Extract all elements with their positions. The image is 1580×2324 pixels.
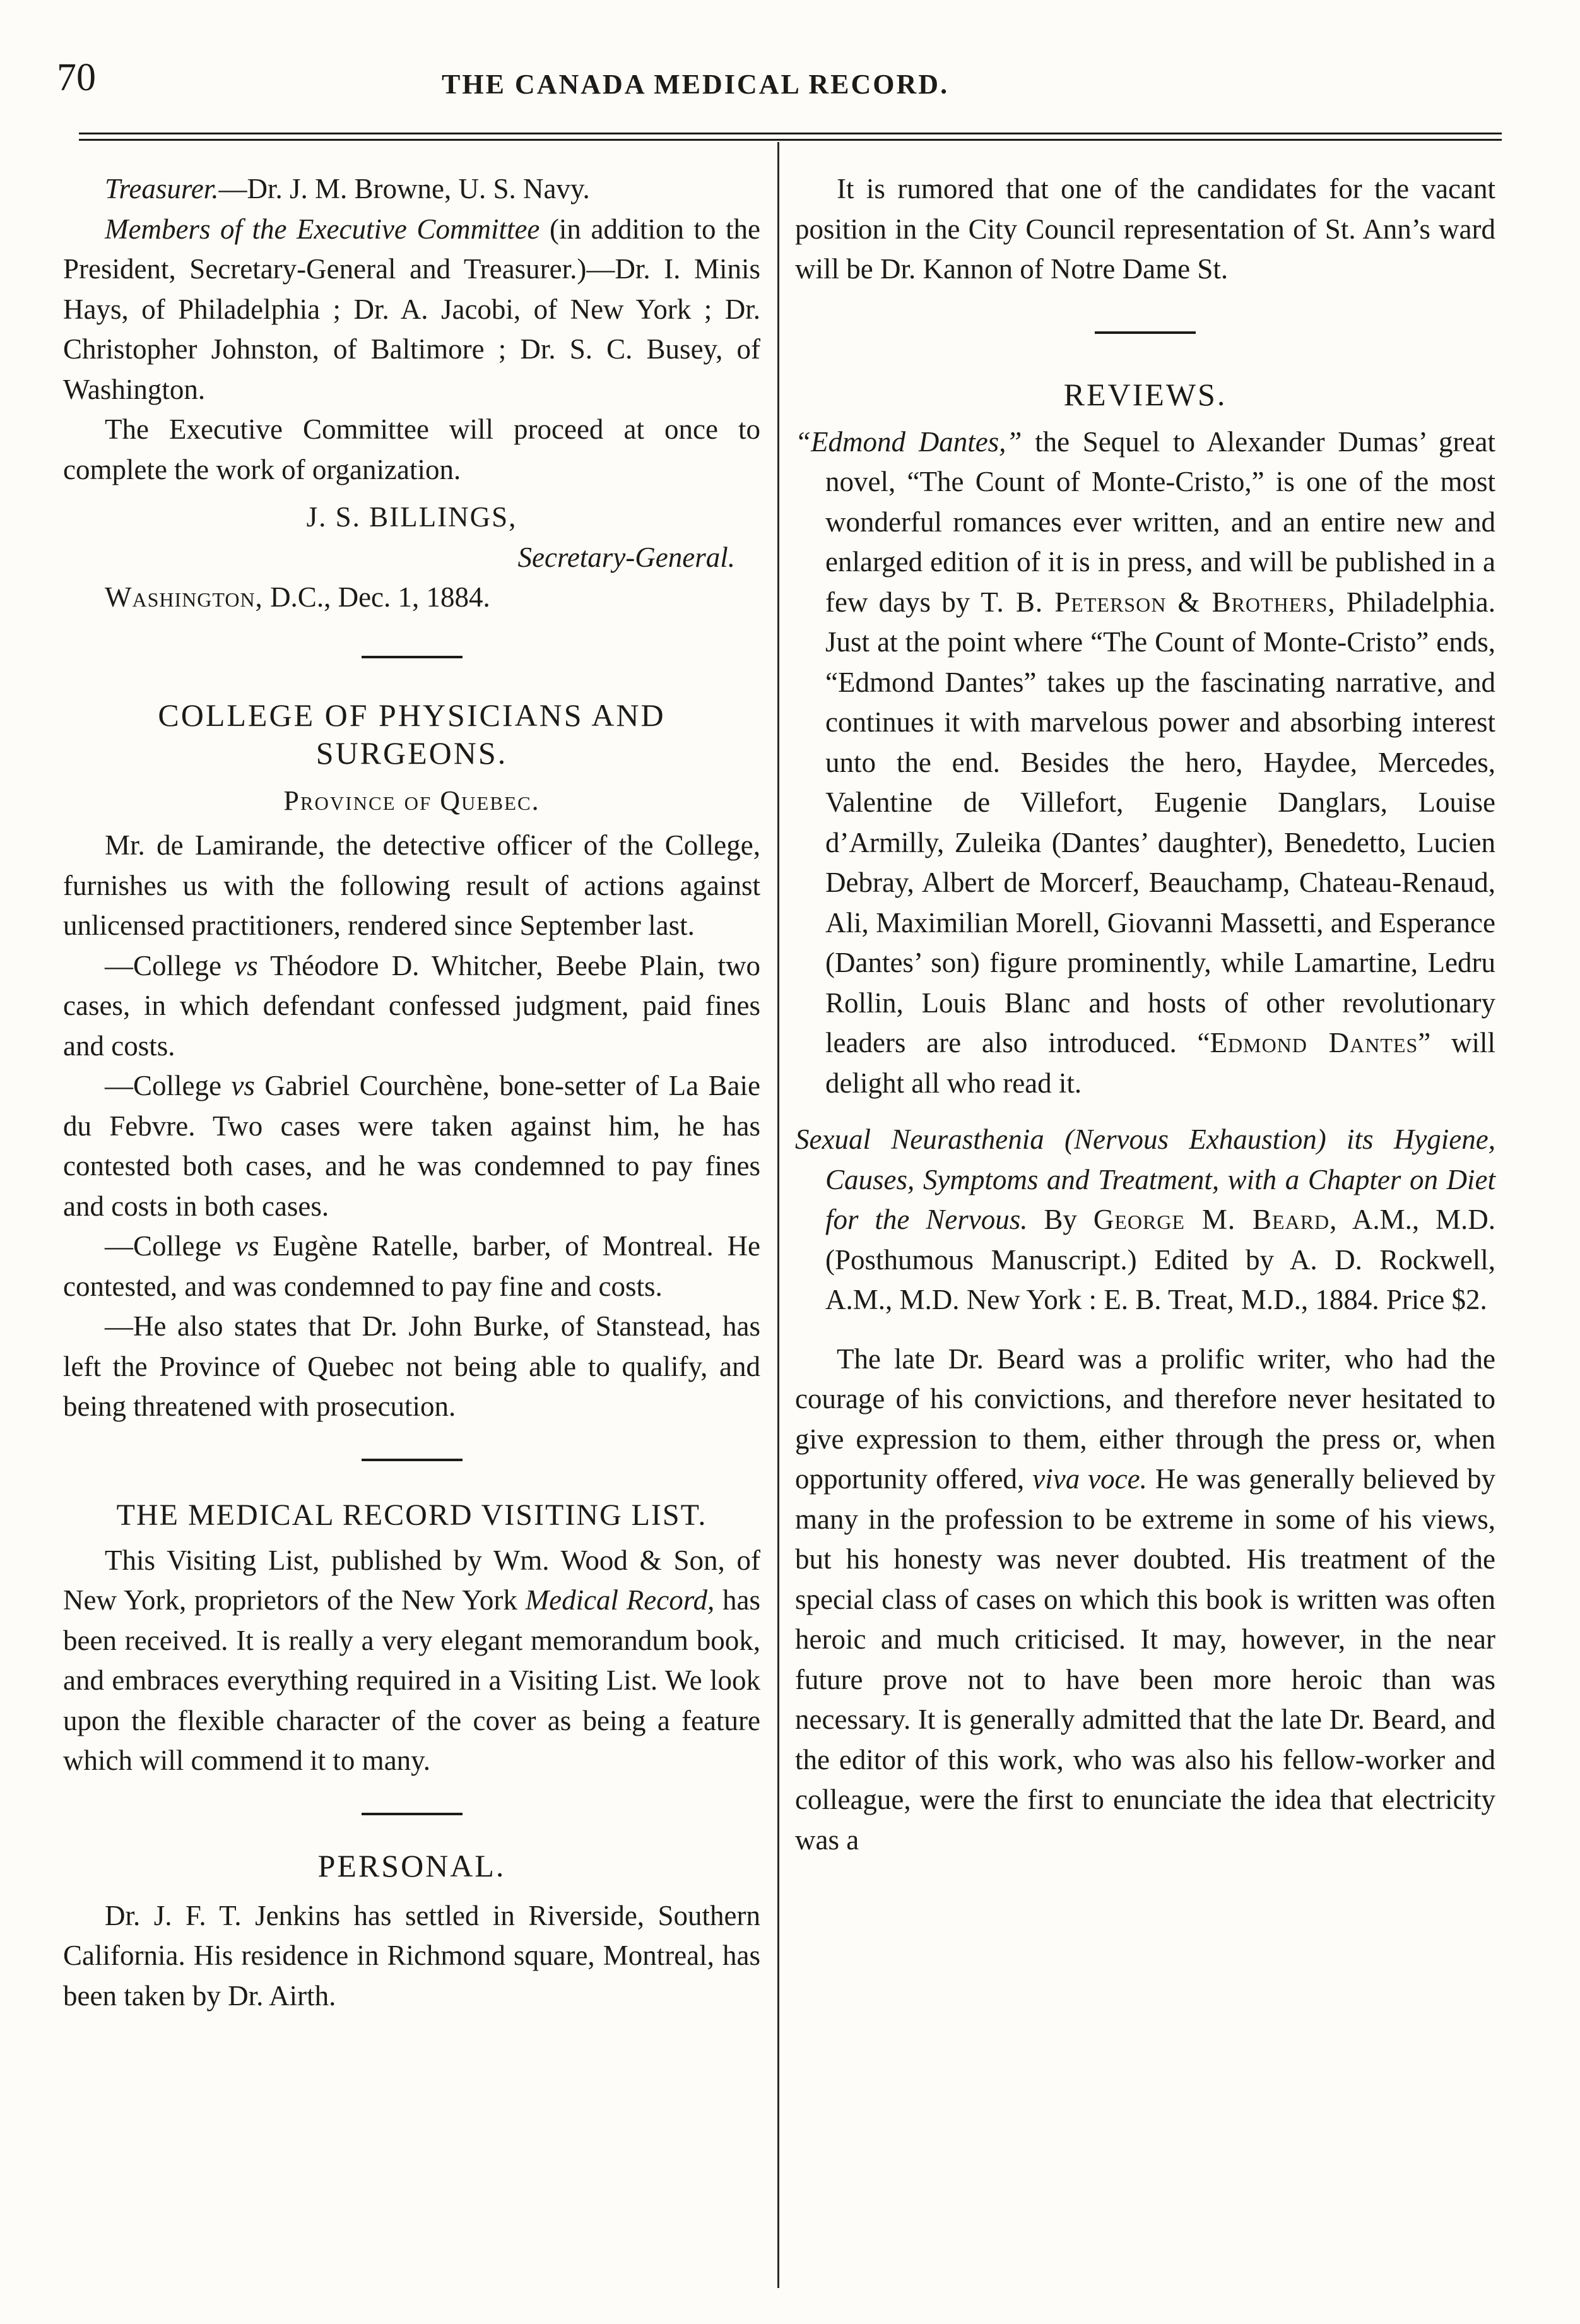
visiting-list-paragraph — [63, 1541, 760, 1781]
section-separator — [1095, 331, 1196, 334]
beard-text-b: He was generally believed by many in the profession to be extreme in some of his views, but his honesty was never doubted. His treatment of the special class of cases on which this book is written was often heroic and much criticised. It may, however, in the near future prove not to have been more heroic than was necessary. It is generally admitted that the late Dr. Beard, and the editor of this work, who was also his fellow-worker and colleague, were the first to enunciate the idea that electricity was a — [795, 1463, 1495, 1856]
beard-viva-voce: viva voce. — [1032, 1463, 1147, 1495]
case-vs: vs — [235, 1230, 259, 1262]
case-text: Théodore D. Whitcher, Beebe Plain, two cases, in which defendant confessed judgment, paid fines and costs. — [63, 949, 760, 1062]
college-subheading: Province of Quebec. — [283, 785, 540, 816]
dateline-date: D.C., Dec. 1, 1884. — [262, 581, 490, 613]
running-title: THE CANADA MEDICAL RECORD. — [442, 69, 950, 100]
review-edmond-dantes — [795, 422, 1495, 1104]
personal-heading: PERSONAL. — [317, 1847, 506, 1883]
case-prefix: —College — [105, 1230, 235, 1262]
section-separator — [362, 1459, 463, 1461]
review-title: “Edmond Dantes,” — [795, 425, 1022, 458]
personal-paragraph: Dr. J. F. T. Jenkins has settled in Riverside, Southern California. His residence in Richmond square, Montreal, has been taken by Dr. Airth. — [63, 1899, 760, 2012]
case-text: Gabriel Courchène, bone-setter of La Baie du Febvre. Two cases were taken against him, he has contested both cases, and he was condemned to pay fines and costs in both cases. — [63, 1070, 761, 1222]
section-separator — [362, 1813, 463, 1815]
review-sexual-neurasthenia — [795, 1120, 1495, 1320]
college-paragraph-intro: Mr. de Lamirande, the detective officer of the College, furnishes us with the following result of actions against unlicensed practitioners, rendered since September last. — [63, 829, 760, 941]
right-column — [795, 169, 1495, 1860]
review-text-a: the Sequel to Alexander Dumas’ great novel, “The Count of Monte-Cristo,” is one of the most wonderful romances ever written, and an entire new and enlarged edition of it is in press, and will be published in a few days by — [825, 425, 1495, 618]
signature-title-text: Secretary-General. — [517, 541, 735, 573]
members-text: (in addition to the President, Secretary-General and Treasurer.)—Dr. I. Minis Hays, of Philadelphia ; Dr. A. Jacobi, of New York ; Dr. Christopher Johnston, of Baltimore ; Dr. S. C. Busey, of Washington. — [63, 213, 760, 405]
page-number: 70 — [57, 56, 96, 99]
signature-title — [63, 538, 760, 578]
visiting-text-a: This Visiting List, published by Wm. Wood & Son, of New York, proprietors of the New York — [63, 1544, 760, 1616]
case-prefix: —College — [105, 1070, 232, 1101]
signature-name: J. S. BILLINGS, — [306, 501, 517, 533]
beard-paragraph — [795, 1339, 1495, 1861]
case-vs: vs — [234, 949, 258, 981]
review-author: George M. Beard, — [1093, 1204, 1338, 1235]
section-separator — [362, 656, 463, 658]
review-publication-info: A.M., M.D. (Posthumous Manuscript.) Edited by A. D. Rockwell, A.M., M.D. New York : E. B. Treat, M.D., 1884. Price $2. — [825, 1204, 1495, 1315]
treasurer-paragraph — [63, 169, 760, 210]
review-text-c: ” will delight all who read it. — [825, 1027, 1495, 1099]
dateline-place: Washington, — [105, 581, 263, 613]
college-case-whitcher — [63, 946, 760, 1067]
beard-text-a: The late Dr. Beard was a prolific writer, who had the courage of his convictions, and therefore never hesitated to give expression to them, either through the press or, when opportunity offered, — [795, 1343, 1495, 1495]
case-prefix: —College — [105, 949, 235, 981]
college-case-courchene — [63, 1066, 760, 1226]
case-vs: vs — [231, 1070, 255, 1101]
college-heading: COLLEGE OF PHYSICIANS AND SURGEONS. — [158, 697, 666, 771]
visiting-journal-title: Medical Record, — [525, 1584, 715, 1616]
college-case-ratelle — [63, 1226, 760, 1307]
members-label: Members of the Executive Committee — [105, 213, 540, 245]
visiting-text-b: has been received. It is really a very elegant memorandum book, and embraces everything required in a Visiting List. We look upon the flexible character of the cover as being a feature which will commend it to many. — [63, 1584, 760, 1776]
column-divider — [777, 142, 779, 2288]
treasurer-label: Treasurer. — [105, 173, 219, 205]
review-book-title: Sexual Neurasthenia (Nervous Exhaustion) its Hygiene, Causes, Symptoms and Treatment, with a Chapter on Diet for the Nervous. — [795, 1123, 1495, 1235]
review-by: By — [1027, 1204, 1094, 1235]
executive-paragraph: The Executive Committee will proceed at once to complete the work of organization. — [63, 413, 760, 485]
rumor-paragraph: It is rumored that one of the candidates for the vacant position in the City Council representation of St. Ann’s ward will be Dr. Kannon of Notre Dame St. — [795, 173, 1495, 285]
members-paragraph — [63, 210, 760, 410]
header-rule-top — [79, 133, 1502, 134]
header-rule-bottom — [79, 139, 1502, 141]
review-text-b: Philadelphia. Just at the point where “The Count of Monte-Cristo” ends, “Edmond Dantes” takes up the fascinating narrative, and continues it with marvelous power and absorbing interest unto the end. Besides the hero, Haydee, Mercedes, Valentine de Villefort, Eugenie Danglars, Louise d’Armilly, Zuleika (Dantes’ daughter), Benedetto, Lucien Debray, Albert de Morcerf, Beauchamp, Chateau-Renaud, Ali, Maximilian Morell, Giovanni Massetti, and Esperance (Dantes’ son) figure prominently, while Lamartine, Ledru Rollin, Louis Blanc and hosts of other revolutionary leaders are also introduced. “ — [825, 586, 1495, 1058]
treasurer-text: —Dr. J. M. Browne, U. S. Navy. — [218, 173, 590, 205]
review-title-smallcaps: Edmond Dantes — [1210, 1027, 1418, 1058]
case-text: Eugène Ratelle, barber, of Montreal. He contested, and was condemned to pay fine and costs. — [63, 1230, 760, 1302]
dateline — [63, 578, 760, 618]
reviews-heading: REVIEWS. — [1063, 376, 1227, 412]
review-publisher: T. B. Peterson & Brothers, — [981, 586, 1336, 618]
college-burke-paragraph: —He also states that Dr. John Burke, of Stanstead, has left the Province of Quebec not being able to qualify, and being threatened with prosecution. — [63, 1310, 760, 1422]
visiting-list-heading: THE MEDICAL RECORD VISITING LIST. — [116, 1498, 707, 1532]
left-column — [63, 169, 760, 2016]
